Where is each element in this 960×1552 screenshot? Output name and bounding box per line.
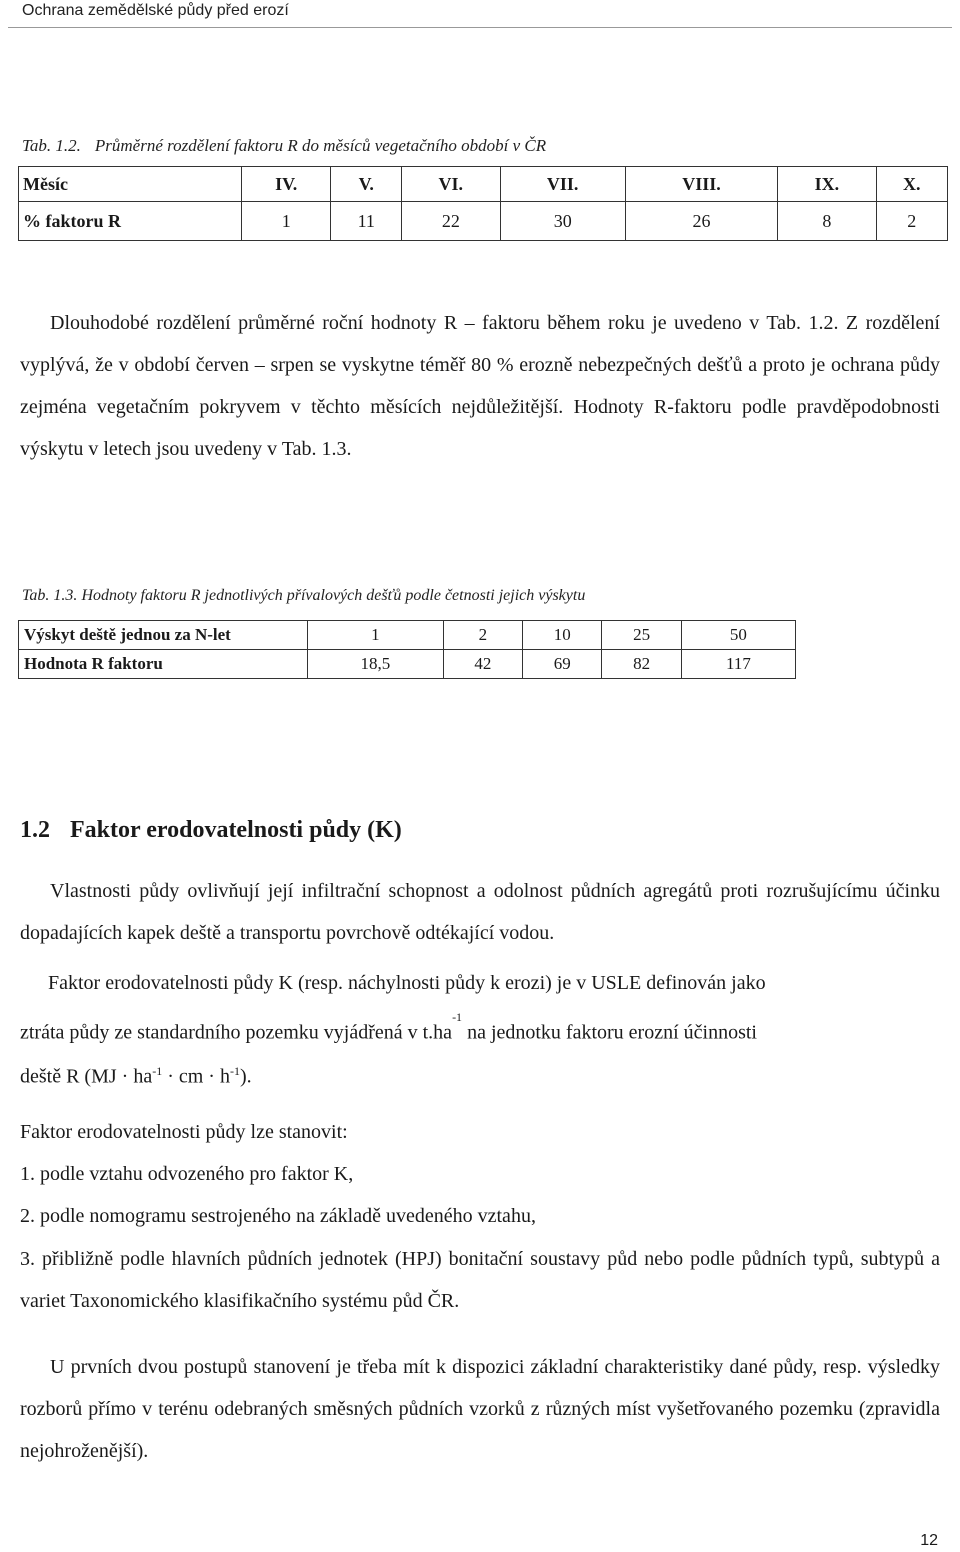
paragraph-k-definition-line1: Faktor erodovatelnosti půdy K (resp. náchylnosti půdy k erozi) je v USLE definován jako: [48, 972, 766, 994]
text-span: ).: [239, 1065, 252, 1088]
table2-year-cell: 50: [681, 621, 795, 650]
superscript: -1: [452, 1010, 463, 1024]
table2-value-cell: 82: [602, 650, 681, 679]
table1-month-cell: VI.: [402, 167, 500, 202]
section-title: Faktor erodovatelnosti půdy (K): [70, 817, 402, 843]
list-item: 1. podle vztahu odvozeného pro faktor K,: [20, 1163, 354, 1185]
table2-row-label: Výskyt deště jednou za N-let: [19, 621, 308, 650]
paragraph-k-definition-line2: [20, 1010, 757, 1045]
text-span: deště R (MJ · ha: [20, 1065, 153, 1088]
table1-caption-block: [22, 136, 546, 156]
table1-month-cell: VIII.: [625, 167, 777, 202]
superscript: -1: [152, 1064, 163, 1078]
paragraph-r-distribution: Dlouhodobé rozdělení průměrné roční hodnoty R – faktoru během roku je uvedeno v Tab. 1.2. Z rozdělení vyplývá, že v období červen – srpen se vyskytne téměř 80 % erozně nebezpečných dešťů a proto je ochrana půdy zejména vegetačním pokryvem v těchto měsících nejdůležitější. Hodnoty R-faktoru podle pravděpodobnosti výskytu v letech jsou uvedeny v Tab. 1.3.: [20, 312, 940, 460]
table-row: [19, 650, 796, 679]
table1-month-cell: IV.: [242, 167, 331, 202]
table2-number: Tab. 1.3.: [22, 587, 78, 604]
table-r-factor-return-period: [18, 620, 796, 679]
table2-value-cell: 18,5: [308, 650, 444, 679]
table1-value-cell: 30: [500, 202, 625, 241]
table1-value-cell: 26: [625, 202, 777, 241]
table2-value-cell: 42: [443, 650, 522, 679]
table1-number: Tab. 1.2.: [22, 136, 81, 155]
table1-caption: Průměrné rozdělení faktoru R do měsíců vegetačního období v ČR: [94, 136, 547, 155]
paragraph-soil-properties: Vlastnosti půdy ovlivňují její infiltrační schopnost a odolnost půdních agregátů proti rozrušujícímu účinku dopadajících kapek deště a transportu povrchově odtékající vodou.: [20, 880, 940, 944]
table2-year-cell: 25: [602, 621, 681, 650]
table2-year-cell: 1: [308, 621, 444, 650]
table1-value-cell: 2: [876, 202, 947, 241]
table2-year-cell: 10: [523, 621, 602, 650]
paragraph-soil-analysis: U prvních dvou postupů stanovení je třeba mít k dispozici základní charakteristiky dané půdy, resp. výsledky rozborů přímo v terénu odebraných směsných půdních vzorků z různých míst vyšetřovaného pozemku (zpravidla nejohroženější).: [20, 1356, 940, 1462]
table1-value-cell: 22: [402, 202, 500, 241]
table2-caption-block: [22, 587, 585, 605]
table-r-factor-months: [18, 166, 948, 241]
table1-value-cell: 8: [778, 202, 876, 241]
text-span: · cm · h: [162, 1065, 230, 1088]
table2-year-cell: 2: [443, 621, 522, 650]
table-row: [19, 621, 796, 650]
superscript: -1: [229, 1064, 240, 1078]
paragraph-k-definition-line3: [20, 1064, 252, 1089]
table1-month-cell: VII.: [500, 167, 625, 202]
text-span: ztráta půdy ze standardního pozemku vyjádřená v t.ha: [20, 1021, 453, 1044]
table1-row-label: % faktoru R: [19, 202, 242, 241]
section-heading: [20, 817, 402, 844]
list-intro: Faktor erodovatelnosti půdy lze stanovit:: [20, 1121, 348, 1143]
table2-caption: Hodnoty faktoru R jednotlivých přívalových dešťů podle četnosti jejich výskytu: [81, 587, 586, 604]
table2-value-cell: 117: [681, 650, 795, 679]
page-number: 12: [920, 1532, 938, 1549]
page-header: Ochrana zemědělské půdy před erozí: [22, 2, 289, 19]
list-item: 3. přibližně podle hlavních půdních jednotek (HPJ) bonitační soustavy půd nebo podle půdních typů, subtypů a variet Taxonomického klasifikačního systému půd ČR.: [20, 1248, 940, 1312]
table1-value-cell: 11: [331, 202, 402, 241]
table1-value-cell: 1: [242, 202, 331, 241]
table-row: [19, 167, 948, 202]
table1-month-cell: IX.: [778, 167, 876, 202]
table1-month-cell: X.: [876, 167, 947, 202]
list-item: 2. podle nomogramu sestrojeného na základě uvedeného vztahu,: [20, 1205, 536, 1227]
header-rule: [8, 27, 952, 28]
text-span: na jednotku faktoru erozní účinnosti: [462, 1021, 757, 1044]
section-number: 1.2: [20, 817, 50, 843]
table1-month-cell: V.: [331, 167, 402, 202]
table1-row-label: Měsíc: [19, 167, 242, 202]
table2-value-cell: 69: [523, 650, 602, 679]
table-row: [19, 202, 948, 241]
table2-row-label: Hodnota R faktoru: [19, 650, 308, 679]
